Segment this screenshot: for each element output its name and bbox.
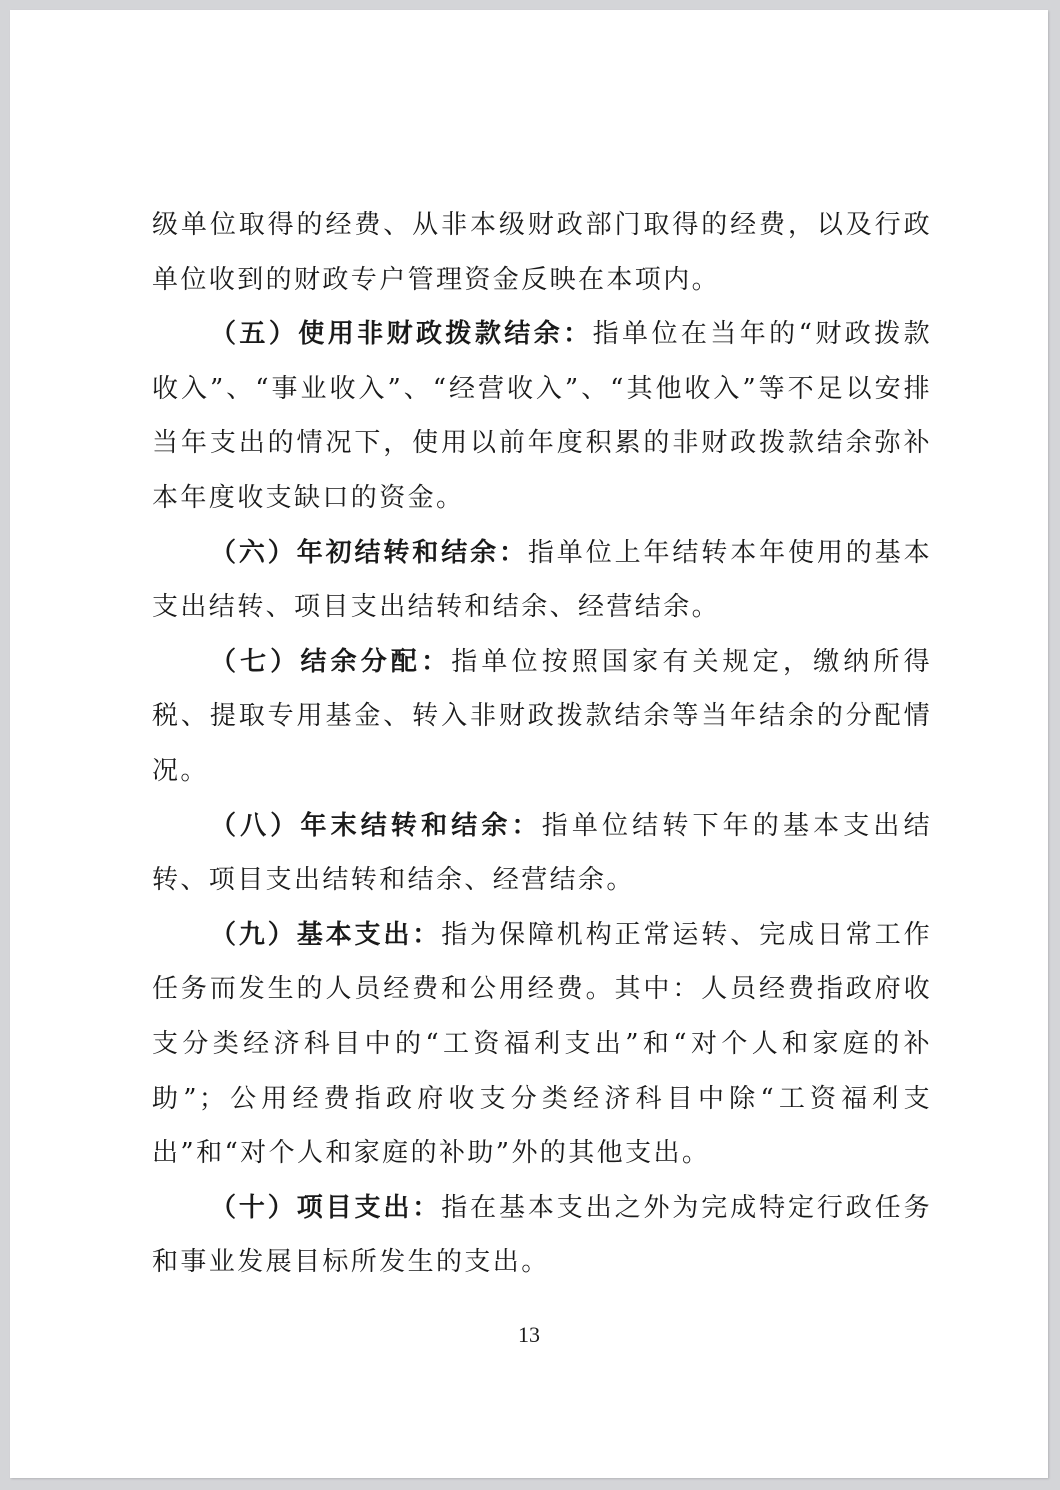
paragraph-10 bbox=[152, 1181, 932, 1290]
body-text bbox=[152, 198, 932, 1290]
paragraph-term: （九）基本支出： bbox=[210, 919, 442, 950]
paragraph-5 bbox=[152, 307, 932, 525]
paragraph-term: （七）结余分配： bbox=[210, 646, 452, 677]
paragraph-body: 指单位结转下年的基本支出结转、项目支出结转和结余、经营结余。 bbox=[152, 810, 932, 896]
paragraph-term: （十）项目支出： bbox=[210, 1192, 442, 1223]
paragraph-body: 指单位上年结转本年使用的基本支出结转、项目支出结转和结余、经营结余。 bbox=[152, 537, 932, 623]
paragraph-term: （六）年初结转和结余： bbox=[210, 537, 528, 568]
paragraph-body: 指为保障机构正常运转、完成日常工作任务而发生的人员经费和公用经费。其中：人员经费指政府收支分类经济科目中的“工资福利支出”和“对个人和家庭的补助”；公用经费指政府收支分类经济科目中除“工资福利支出”和“对个人和家庭的补助”外的其他支出。 bbox=[152, 919, 932, 1169]
paragraph-continued bbox=[152, 198, 932, 307]
paragraph-body: 级单位取得的经费、从非本级财政部门取得的经费，以及行政单位收到的财政专户管理资金反映在本项内。 bbox=[152, 210, 932, 295]
paragraph-6 bbox=[152, 526, 932, 635]
paragraph-7 bbox=[152, 635, 932, 799]
paragraph-term: （八）年末结转和结余： bbox=[210, 810, 542, 841]
paragraph-body: 指单位按照国家有关规定，缴纳所得税、提取专用基金、转入非财政拨款结余等当年结余的分配情况。 bbox=[152, 646, 932, 786]
document-page bbox=[10, 10, 1048, 1478]
paragraph-body: 指单位在当年的“财政拨款收入”、“事业收入”、“经营收入”、“其他收入”等不足以安排当年支出的情况下，使用以前年度积累的非财政拨款结余弥补本年度收支缺口的资金。 bbox=[152, 319, 933, 513]
paragraph-9 bbox=[152, 908, 932, 1181]
paragraph-term: （五）使用非财政拨款结余： bbox=[210, 319, 593, 350]
page-number: 13 bbox=[518, 1322, 540, 1347]
paragraph-8 bbox=[152, 799, 932, 908]
paragraph-body: 指在基本支出之外为完成特定行政任务和事业发展目标所发生的支出。 bbox=[152, 1192, 932, 1278]
